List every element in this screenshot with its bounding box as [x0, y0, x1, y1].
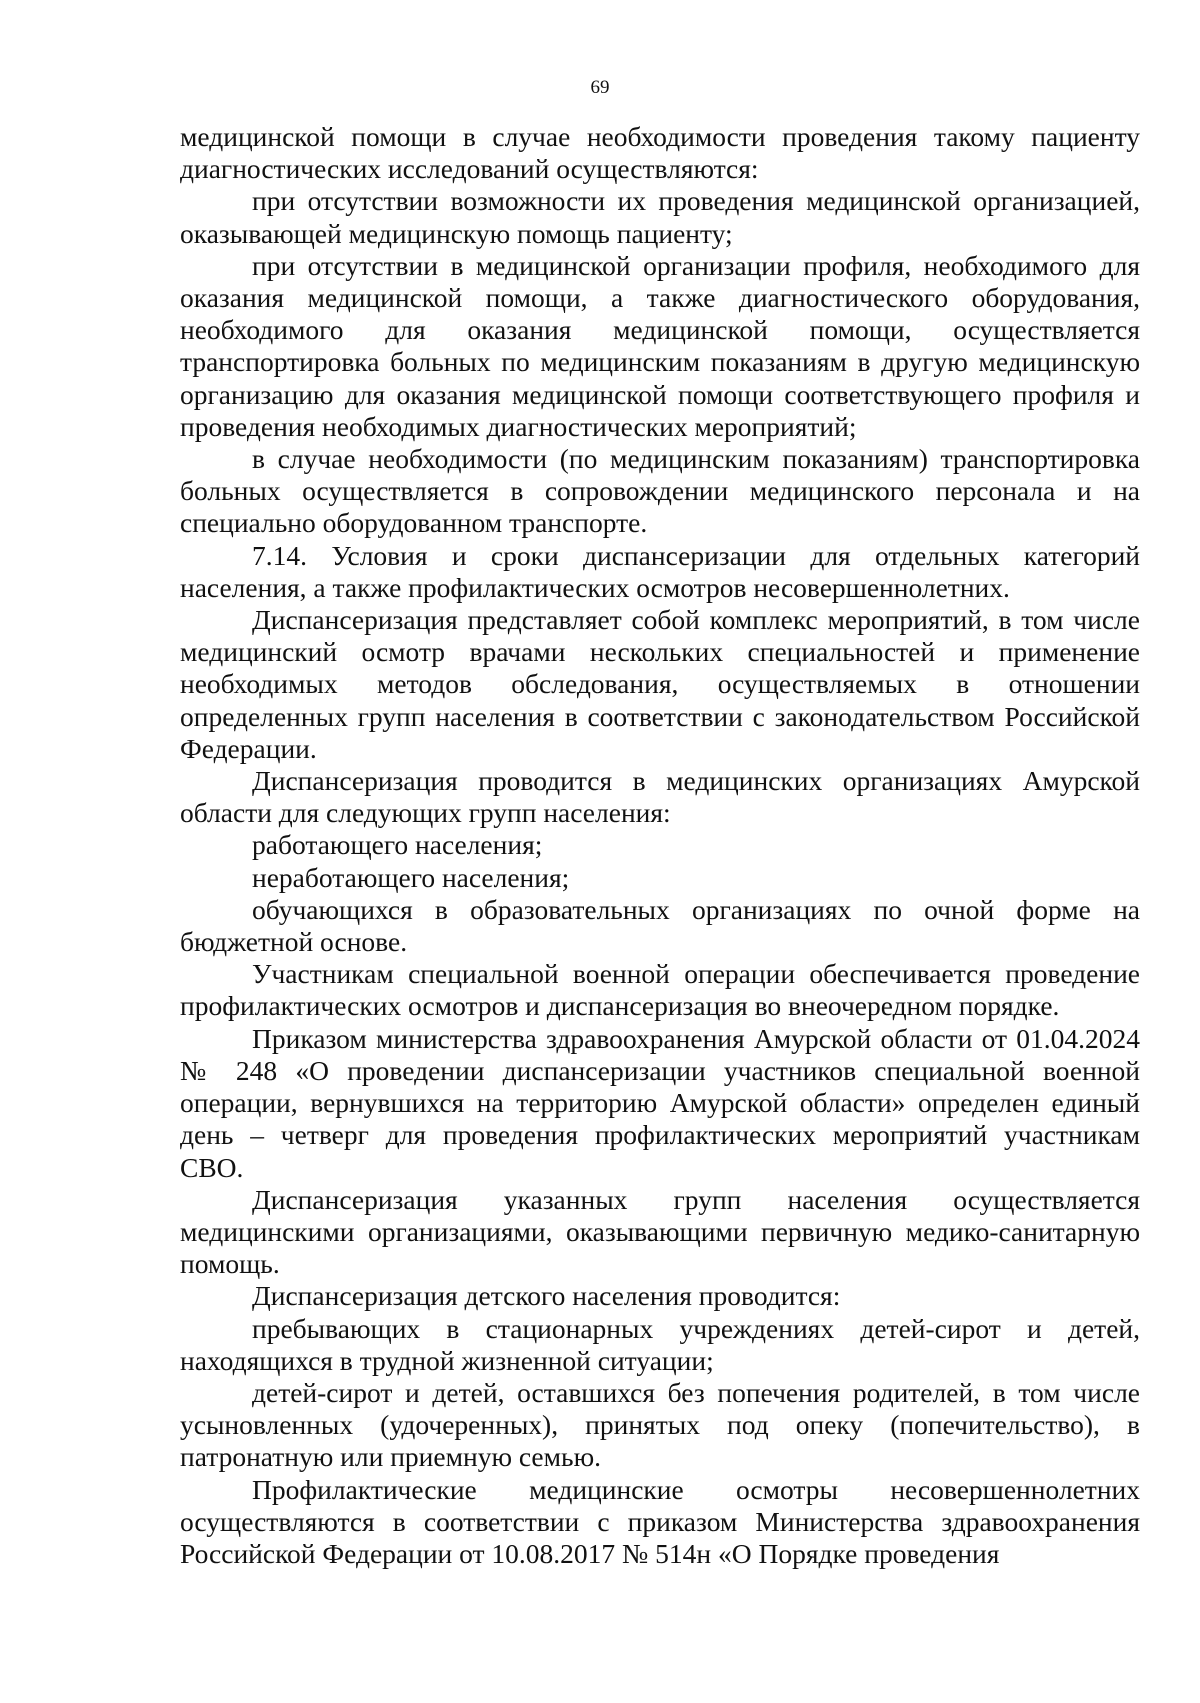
- paragraph-6: Диспансеризация представляет собой комплекс мероприятий, в том числе медицинский осмотр врачами нескольких специальностей и применение необходимых методов обследования, осуществляемых в отношении определенных групп населения в соответствии с законодательством Российской Федерации.: [180, 604, 1140, 764]
- paragraph-7: Диспансеризация проводится в медицинских организациях Амурской области для следующих групп населения:: [180, 765, 1140, 829]
- list-item-students: обучающихся в образовательных организациях по очной форме на бюджетной основе.: [180, 893, 1140, 958]
- paragraph-17: Профилактические медицинские осмотры несовершеннолетних осуществляются в соответствии с приказом Министерства здравоохранения Российской Федерации от 10.08.2017 № 514н «О Порядке проведения: [180, 1473, 1140, 1569]
- page-number: 69: [590, 77, 610, 98]
- section-heading-7-14: 7.14. Условия и сроки диспансеризации для отдельных категорий населения, а также профилактических осмотров несовершеннолетних.: [180, 539, 1140, 603]
- paragraph-12: Приказом министерства здравоохранения Амурской области от 01.04.2024 № 248 «О проведении диспансеризации участников специальной военной операции, вернувшихся на территорию Амурской области» определен единый день – четверг для проведения профилактических мероприятий участникам СВО.: [180, 1022, 1140, 1183]
- list-item-orphans-institutions: пребывающих в стационарных учреждениях детей-сирот и детей, находящихся в трудной жизненной ситуации;: [180, 1312, 1140, 1376]
- list-item-orphans-families: детей-сирот и детей, оставшихся без попечения родителей, в том числе усыновленных (удочеренных), принятых под опеку (попечительство), в патронатную или приемную семью.: [180, 1376, 1140, 1473]
- paragraph-3: при отсутствии в медицинской организации профиля, необходимого для оказания медицинской помощи, а также диагностического оборудования, необходимого для оказания медицинской помощи, осуществляется транспортировка больных по медицинским показаниям в другую медицинскую организацию для оказания медицинской помощи соответствующего профиля и проведения необходимых диагностических мероприятий;: [180, 249, 1140, 442]
- document-body: [180, 121, 1140, 1570]
- paragraph-1: медицинской помощи в случае необходимости проведения такому пациенту диагностических исследований осуществляются:: [180, 121, 1140, 185]
- paragraph-11: Участникам специальной военной операции обеспечивается проведение профилактических осмотров и диспансеризация во внеочередном порядке.: [180, 958, 1140, 1022]
- paragraph-14: Диспансеризация детского населения проводится:: [252, 1280, 841, 1312]
- list-item-nonworking: неработающего населения;: [252, 861, 570, 893]
- paragraph-4: в случае необходимости (по медицинским показаниям) транспортировка больных осуществляется в сопровождении медицинского персонала и на специально оборудованном транспорте.: [180, 443, 1140, 539]
- list-item-working: работающего населения;: [252, 829, 543, 861]
- paragraph-2: при отсутствии возможности их проведения медицинской организацией, оказывающей медицинскую помощь пациенту;: [180, 185, 1140, 249]
- paragraph-13: Диспансеризация указанных групп населения осуществляется медицинскими организациями, оказывающими первичную медико-санитарную помощь.: [180, 1183, 1140, 1280]
